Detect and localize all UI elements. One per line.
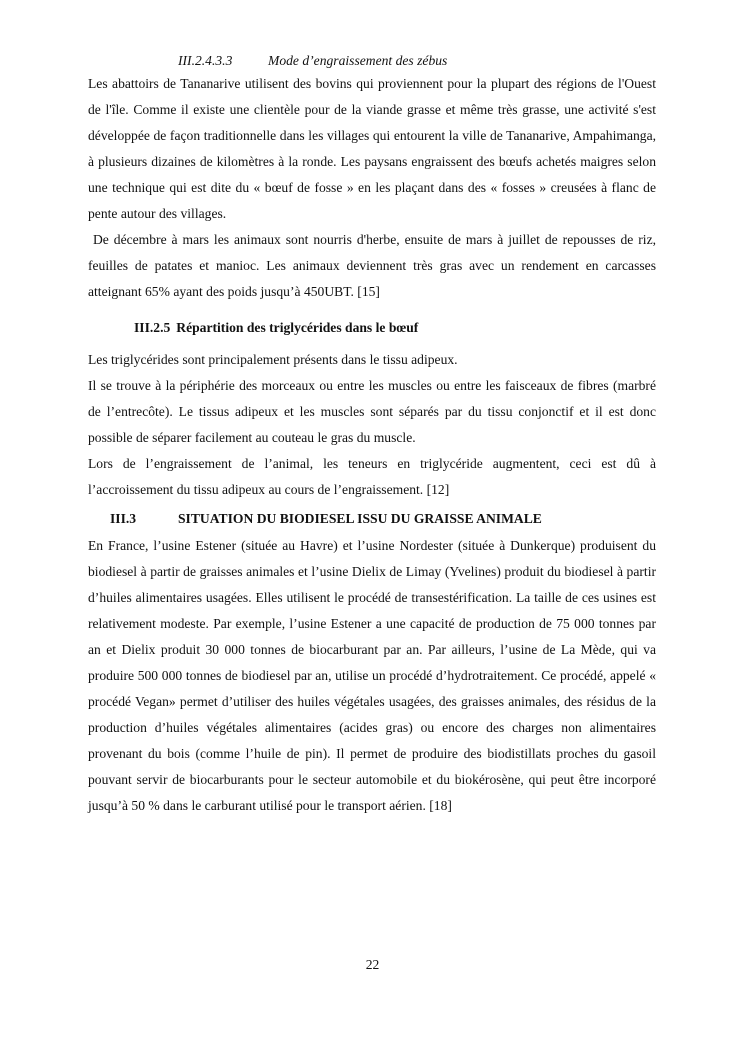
section-heading-triglycerides	[134, 320, 418, 336]
paragraph-abattoirs: Les abattoirs de Tananarive utilisent des bovins qui proviennent pour la plupart des régions de l'Ouest de l'île. Comme il existe une clientèle pour de la viande grasse et même très grasse, une activité s'est développée de façon traditionnelle dans les villages qui entourent la ville de Tananarive, Ampahimanga, à plusieurs dizaines de kilomètres à la ronde. Les paysans engraissent des bœufs achetés maigres selon une technique qui est dite du « bœuf de fosse » en les plaçant dans des « fosses » creusées à flanc de pente autour des villages.	[88, 76, 656, 221]
section-title: SITUATION DU BIODIESEL ISSU DU GRAISSE ANIMALE	[178, 511, 542, 526]
section-number: III.3	[110, 511, 137, 526]
paragraph-feeding-season: De décembre à mars les animaux sont nourris d'herbe, ensuite de mars à juillet de repousses de riz, feuilles de patates et manioc. Les animaux deviennent très gras avec un rendement en carcasses atteignant 65% ayant des poids jusqu’à 450UBT. [15]	[88, 232, 660, 299]
paragraph-adipose-tissue: Il se trouve à la périphérie des morceaux ou entre les muscles ou entre les faisceaux de fibres (marbré de l’entrecôte). Le tissus adipeux et les muscles sont séparés par du tissu conjonctif et il est donc possible de séparer facilement au couteau le gras du muscle.	[88, 378, 656, 445]
paragraph-fattening-effect: Lors de l’engraissement de l’animal, les teneurs en triglycéride augmentent, ceci est dû à l’accroissement du tissu adipeux au cours de l’engraissement. [12]	[88, 456, 656, 497]
subsection-title: Mode d’engraissement des zébus	[268, 53, 448, 68]
section-number: III.2.5	[134, 320, 171, 335]
section-heading-biodiesel	[110, 511, 542, 527]
paragraph-triglycerides-location: Les triglycérides sont principalement présents dans le tissu adipeux.	[88, 352, 458, 367]
paragraph-biodiesel-france: En France, l’usine Estener (située au Havre) et l’usine Nordester (située à Dunkerque) produisent du biodiesel à partir de graisses animales et l’usine Dielix de Limay (Yvelines) produit du biodiesel à partir d’huiles alimentaires usagées. Elles utilisent le procédé de transestérification. La taille de ces usines est relativement modeste. Par exemple, l’usine Estener a une capacité de production de 75 000 tonnes par an et Dielix produit 30 000 tonnes de biocarburant par an. Par ailleurs, l’usine de La Mède, qui va produire 500 000 tonnes de biodiesel par an, utilise un procédé d’hydrotraitement. Ce procédé, appelé « procédé Vegan» permet d’utiliser des huiles végétales usagées, des graisses animales, des résidus de la production d’huiles végétales alimentaires (acides gras) ou encore des charges non alimentaires provenant du bois (comme l’huile de pin). Il permet de produire des biodistillats proches du gasoil pouvant servir de biocarburants pour le secteur automobile et du biokérosène, qui peut être incorporé jusqu’à 50 % dans le carburant utilisé pour le transport aérien. [18]	[88, 538, 656, 813]
subsection-number: III.2.4.3.3	[178, 53, 233, 68]
subsection-heading-zebu-fattening	[178, 53, 447, 69]
section-title: Répartition des triglycérides dans le bœuf	[176, 320, 419, 335]
page-number: 22	[365, 957, 380, 972]
